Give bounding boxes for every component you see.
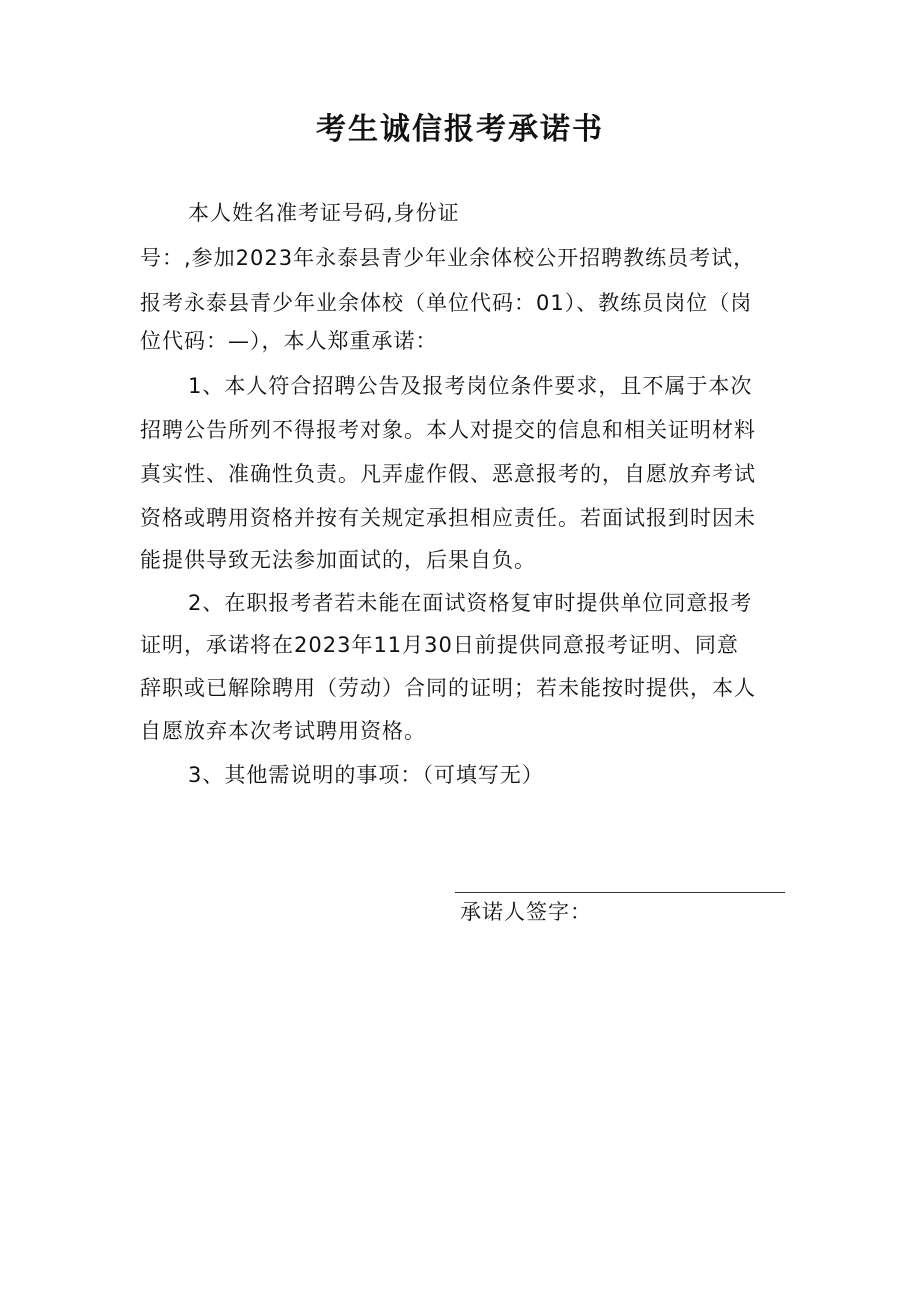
text-line: 2、在职报考者若未能在面试资格复审时提供单位同意报考	[188, 591, 753, 615]
signature-line	[455, 892, 785, 893]
text-line: 位代码：—），本人郑重承诺：	[140, 329, 438, 353]
text-line: 自愿放弃本次考试聘用资格。	[140, 719, 426, 743]
text-line: 真实性、准确性负责。凡弄虚作假、恶意报考的，自愿放弃考试	[140, 462, 756, 486]
text-line: 证明，承诺将在2023年11月30日前提供同意报考证明、同意	[140, 633, 739, 657]
text-line: 报考永泰县青少年业余体校（单位代码：01）、教练员岗位（岗	[140, 291, 753, 315]
document-title: 考生诚信报考承诺书	[316, 112, 604, 147]
text-line: 辞职或已解除聘用（劳动）合同的证明；若未能按时提供，本人	[140, 676, 756, 700]
text-line: 本人姓名准考证号码,身份证	[188, 201, 460, 225]
text-line: 号：,参加2023年永泰县青少年业余体校公开招聘教练员考试，	[140, 246, 756, 270]
text-line: 3、其他需说明的事项：（可填写无）	[188, 763, 544, 787]
text-line: 招聘公告所列不得报考对象。本人对提交的信息和相关证明材料	[140, 418, 756, 442]
text-line: 能提供导致无法参加面试的，后果自负。	[140, 548, 536, 572]
text-line: 资格或聘用资格并按有关规定承担相应责任。若面试报到时因未	[140, 506, 756, 530]
text-line: 1、本人符合招聘公告及报考岗位条件要求，且不属于本次	[188, 374, 753, 398]
signature-label: 承诺人签字：	[460, 900, 592, 924]
